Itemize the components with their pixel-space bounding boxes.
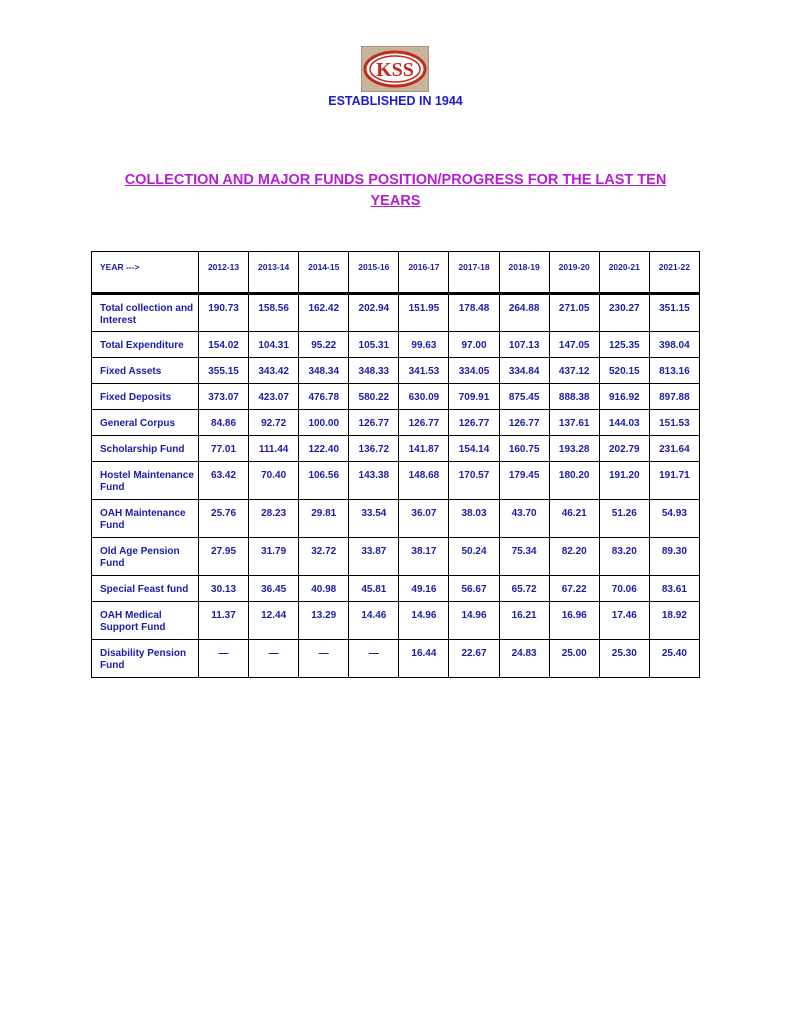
table-cell: 99.63	[399, 332, 449, 358]
table-body	[92, 294, 700, 678]
table-cell: 351.15	[649, 294, 699, 332]
table-cell: 65.72	[499, 576, 549, 602]
table-cell: 75.34	[499, 538, 549, 576]
table-cell: 630.09	[399, 384, 449, 410]
row-label: Hostel Maintenance Fund	[92, 462, 199, 500]
logo-text: KSS	[376, 59, 414, 81]
table-cell: 16.44	[399, 640, 449, 678]
table-cell: 25.00	[549, 640, 599, 678]
table-cell: 348.34	[299, 358, 349, 384]
table-cell: 46.21	[549, 500, 599, 538]
year-header-label: YEAR --->	[92, 252, 199, 294]
table-cell: 170.57	[449, 462, 499, 500]
table-cell: 32.72	[299, 538, 349, 576]
table-cell: 897.88	[649, 384, 699, 410]
table-cell: 122.40	[299, 436, 349, 462]
table-cell: 231.64	[649, 436, 699, 462]
table-cell: 14.96	[399, 602, 449, 640]
year-header-2014-15: 2014-15	[299, 252, 349, 294]
table-cell: 51.26	[599, 500, 649, 538]
table-cell: 141.87	[399, 436, 449, 462]
table-cell: 70.06	[599, 576, 649, 602]
row-label: Total collection and Interest	[92, 294, 199, 332]
table-cell: 126.77	[399, 410, 449, 436]
table-cell: 193.28	[549, 436, 599, 462]
table-cell: 105.31	[349, 332, 399, 358]
row-label: Total Expenditure	[92, 332, 199, 358]
table-cell: 148.68	[399, 462, 449, 500]
table-cell: 341.53	[399, 358, 449, 384]
table-cell: 14.96	[449, 602, 499, 640]
row-label: Special Feast fund	[92, 576, 199, 602]
table-cell: 437.12	[549, 358, 599, 384]
table-cell: 17.46	[599, 602, 649, 640]
table-row	[92, 436, 700, 462]
table-cell: 151.95	[399, 294, 449, 332]
table-row	[92, 384, 700, 410]
table-cell: 25.30	[599, 640, 649, 678]
established-caption: ESTABLISHED IN 1944	[328, 94, 463, 108]
table-cell: 144.03	[599, 410, 649, 436]
table-cell: 191.71	[649, 462, 699, 500]
row-label: OAH Medical Support Fund	[92, 602, 199, 640]
table-cell: 334.05	[449, 358, 499, 384]
table-cell: 202.94	[349, 294, 399, 332]
table-cell: 82.20	[549, 538, 599, 576]
table-cell: 106.56	[299, 462, 349, 500]
table-cell: 230.27	[599, 294, 649, 332]
year-header-2012-13: 2012-13	[199, 252, 249, 294]
table-cell: 191.20	[599, 462, 649, 500]
table-cell: 476.78	[299, 384, 349, 410]
table-cell: 423.07	[249, 384, 299, 410]
table-cell: 40.98	[299, 576, 349, 602]
table-cell: 56.67	[449, 576, 499, 602]
table-cell: 13.29	[299, 602, 349, 640]
year-header-2015-16: 2015-16	[349, 252, 399, 294]
table-cell: 104.31	[249, 332, 299, 358]
table-cell: 84.86	[199, 410, 249, 436]
row-label: Disability Pension Fund	[92, 640, 199, 678]
table-cell: 125.35	[599, 332, 649, 358]
table-cell: 28.23	[249, 500, 299, 538]
table-cell: 31.79	[249, 538, 299, 576]
table-cell: 888.38	[549, 384, 599, 410]
kss-logo-icon	[361, 46, 429, 92]
table-cell: —	[199, 640, 249, 678]
row-label: Old Age Pension Fund	[92, 538, 199, 576]
table-cell: 143.38	[349, 462, 399, 500]
row-label: Fixed Deposits	[92, 384, 199, 410]
table-cell: 54.93	[649, 500, 699, 538]
table-cell: —	[299, 640, 349, 678]
year-header-2013-14: 2013-14	[249, 252, 299, 294]
year-header-2018-19: 2018-19	[499, 252, 549, 294]
table-row	[92, 358, 700, 384]
table-cell: 25.76	[199, 500, 249, 538]
table-row	[92, 602, 700, 640]
title-line-2: YEARS	[370, 193, 421, 209]
table-cell: 180.20	[549, 462, 599, 500]
table-cell: 83.61	[649, 576, 699, 602]
table-cell: 190.73	[199, 294, 249, 332]
table-cell: 97.00	[449, 332, 499, 358]
table-cell: 25.40	[649, 640, 699, 678]
table-cell: 813.16	[649, 358, 699, 384]
table-cell: 178.48	[449, 294, 499, 332]
table-cell: 136.72	[349, 436, 399, 462]
table-cell: 16.21	[499, 602, 549, 640]
table-cell: 67.22	[549, 576, 599, 602]
table-cell: 334.84	[499, 358, 549, 384]
header-row	[92, 252, 700, 294]
table-cell: 271.05	[549, 294, 599, 332]
table-cell: 11.37	[199, 602, 249, 640]
table-cell: 126.77	[349, 410, 399, 436]
table-cell: 162.42	[299, 294, 349, 332]
year-header-2020-21: 2020-21	[599, 252, 649, 294]
table-cell: 580.22	[349, 384, 399, 410]
table-row	[92, 294, 700, 332]
table-cell: —	[349, 640, 399, 678]
table-cell: 343.42	[249, 358, 299, 384]
table-cell: 100.00	[299, 410, 349, 436]
table-cell: 151.53	[649, 410, 699, 436]
table-row	[92, 332, 700, 358]
table-cell: 158.56	[249, 294, 299, 332]
table-cell: 107.13	[499, 332, 549, 358]
table-cell: 45.81	[349, 576, 399, 602]
row-label: Scholarship Fund	[92, 436, 199, 462]
table-cell: 18.92	[649, 602, 699, 640]
table-cell: 36.07	[399, 500, 449, 538]
table-row	[92, 410, 700, 436]
table-cell: 160.75	[499, 436, 549, 462]
table-row	[92, 640, 700, 678]
table-cell: 520.15	[599, 358, 649, 384]
table-cell: 875.45	[499, 384, 549, 410]
row-label: General Corpus	[92, 410, 199, 436]
table-cell: 50.24	[449, 538, 499, 576]
table-cell: 16.96	[549, 602, 599, 640]
table-row	[92, 576, 700, 602]
table-cell: 22.67	[449, 640, 499, 678]
table-cell: 355.15	[199, 358, 249, 384]
table-row	[92, 500, 700, 538]
table-cell: 154.14	[449, 436, 499, 462]
table-cell: 179.45	[499, 462, 549, 500]
table-cell: 14.46	[349, 602, 399, 640]
table-cell: 30.13	[199, 576, 249, 602]
table-cell: —	[249, 640, 299, 678]
table-cell: 43.70	[499, 500, 549, 538]
year-header-2019-20: 2019-20	[549, 252, 599, 294]
table-cell: 33.87	[349, 538, 399, 576]
table-cell: 348.33	[349, 358, 399, 384]
table-cell: 33.54	[349, 500, 399, 538]
table-row	[92, 462, 700, 500]
table-cell: 77.01	[199, 436, 249, 462]
table-cell: 264.88	[499, 294, 549, 332]
table-cell: 126.77	[449, 410, 499, 436]
table-cell: 126.77	[499, 410, 549, 436]
table-cell: 38.17	[399, 538, 449, 576]
table-cell: 36.45	[249, 576, 299, 602]
table-cell: 709.91	[449, 384, 499, 410]
table-cell: 95.22	[299, 332, 349, 358]
table-cell: 398.04	[649, 332, 699, 358]
table-cell: 49.16	[399, 576, 449, 602]
funds-table	[91, 251, 700, 678]
table-cell: 27.95	[199, 538, 249, 576]
table-cell: 70.40	[249, 462, 299, 500]
page-title	[100, 170, 691, 212]
year-header-2016-17: 2016-17	[399, 252, 449, 294]
year-header-2017-18: 2017-18	[449, 252, 499, 294]
year-header-2021-22: 2021-22	[649, 252, 699, 294]
title-line-1: COLLECTION AND MAJOR FUNDS POSITION/PROGRESS FOR THE LAST TEN	[124, 172, 667, 188]
table-cell: 38.03	[449, 500, 499, 538]
table-cell: 12.44	[249, 602, 299, 640]
table-cell: 92.72	[249, 410, 299, 436]
table-cell: 137.61	[549, 410, 599, 436]
table-cell: 89.30	[649, 538, 699, 576]
table-cell: 202.79	[599, 436, 649, 462]
table-cell: 29.81	[299, 500, 349, 538]
row-label: Fixed Assets	[92, 358, 199, 384]
row-label: OAH Maintenance Fund	[92, 500, 199, 538]
table-cell: 83.20	[599, 538, 649, 576]
table-cell: 154.02	[199, 332, 249, 358]
table-cell: 63.42	[199, 462, 249, 500]
table-cell: 24.83	[499, 640, 549, 678]
table-cell: 916.92	[599, 384, 649, 410]
table-cell: 147.05	[549, 332, 599, 358]
table-row	[92, 538, 700, 576]
table-cell: 373.07	[199, 384, 249, 410]
table-cell: 111.44	[249, 436, 299, 462]
